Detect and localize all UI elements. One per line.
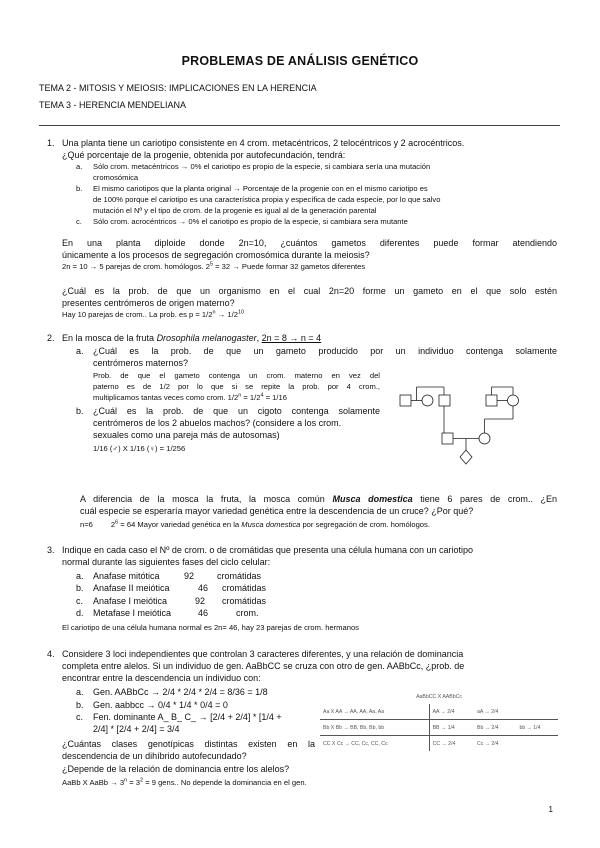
- problem-2-question: En la mosca de la fruta Drosophila melanogaster, 2n = 8 → n = 4: [62, 333, 322, 343]
- item-label: b.: [76, 184, 83, 193]
- pedigree-circle: [422, 395, 433, 406]
- problem-2a-answer-3: multiplicamos tantas veces como crom. $1/2^n = 1/2^4 = 1/16$: [93, 392, 287, 402]
- problem-1-question-3b: únicamente a los procesos de segregación cromosómica durante la meiosis?: [62, 250, 370, 260]
- table-cell: Cc → 2/4: [477, 740, 499, 747]
- problem-4b-answer: Gen. aabbcc → 0/4 * 1/4 * 0/4 = 0: [93, 700, 228, 710]
- phase-name: Metafase I meiótica: [93, 608, 172, 618]
- problem-3-number: 3.: [47, 545, 55, 555]
- item-label: b.: [76, 406, 84, 416]
- tema-3-heading: TEMA 3 - HERENCIA MENDELIANA: [39, 100, 187, 110]
- table-cell: CC → 2/4: [432, 740, 456, 747]
- item-label: c.: [76, 712, 84, 722]
- item-label: a.: [76, 687, 84, 697]
- problem-2b-question-2: centrómeros de los 2 abuelos machos? (considere a los crom.: [93, 418, 342, 428]
- item-label: d.: [76, 608, 84, 618]
- problem-1b-answer-2: de 100% porque el cariotipo es una característica propia y específica de cada especie, por lo que salvo: [93, 195, 441, 204]
- pedigree-square: [442, 433, 453, 444]
- phase-count: 46: [198, 583, 209, 593]
- problem-3-question: Indique en cada caso el Nº de crom. o de cromátidas que presenta una célula humana con un cariotipo: [62, 545, 474, 555]
- problem-2a-answer-2: paterno es de 1/2 por lo que si se repite la prob. por 4 crom.,: [93, 382, 380, 391]
- problem-4c-answer-2: 2/4] * [2/4 + 2/4] = 3/4: [93, 724, 180, 734]
- table-cell: Bb → 2/4: [474, 720, 516, 736]
- pedigree-diamond: [460, 450, 472, 464]
- problem-4-number: 4.: [47, 649, 55, 659]
- phase-unit: cromátidas: [217, 571, 262, 581]
- table-row: [320, 720, 558, 736]
- problem-2c-question-2: cuál especie se esperaría mayor variedad genética entre la descendencia de un cruce? ¿Por qué?: [80, 506, 474, 516]
- table-cell: [516, 704, 558, 720]
- page-title: PROBLEMAS DE ANÁLISIS GENÉTICO: [181, 54, 419, 68]
- table-cell: bb → 1/4: [516, 720, 558, 736]
- table-cell: Bb X Bb → BB, Bb, Bb, bb: [320, 720, 429, 736]
- problem-4-question-5: ¿Depende de la relación de dominancia entre los alelos?: [62, 764, 290, 774]
- problem-1-question-4: ¿Cuál es la prob. de que un organismo en el cual 2n=20 forme un gameto en el que solo estén: [62, 286, 557, 296]
- page-number: 1: [548, 805, 553, 814]
- problem-2a-question-2: centrómeros maternos?: [93, 358, 189, 368]
- problem-2-number: 2.: [47, 333, 55, 343]
- problem-1-number: 1.: [47, 138, 55, 148]
- problem-3-question-2: normal durante las siguientes fases del ciclo celular:: [62, 557, 271, 567]
- phase-unit: cromátidas: [222, 583, 267, 593]
- item-label: a.: [76, 162, 83, 171]
- problem-4a-answer: Gen. AABbCc → 2/4 * 2/4 * 2/4 = 8/36 = 1/8: [93, 687, 268, 697]
- problem-1b-answer: El mismo cariotipos que la planta original → Porcentaje de la progenie con en el mismo cariotipo es: [93, 184, 428, 193]
- pedigree-circle: [479, 433, 490, 444]
- problem-4-question-2: completa entre alelos. Si un individuo de gen. AaBbCC se cruza con otro de gen. AABbCc, ¿prob. de: [62, 661, 465, 671]
- problem-2c-answer: n=6 $2^6 = 64$ Mayor variedad genética en la Musca domestica por segregación de crom. homólogos.: [80, 519, 430, 529]
- table-cell: Aa X AA → AA, AA, Aa, Aa: [320, 704, 429, 720]
- table-cell: BB → 1/4: [429, 720, 474, 736]
- header-divider: [39, 125, 560, 126]
- phase-unit: cromátidas: [222, 596, 267, 606]
- problem-1c-answer: Sólo crom. acrocéntricos → 0% el cariotipo es propio de la especie, si cambiara sera mutante: [93, 217, 408, 226]
- problem-4c-answer: Fen. dominante A_ B_ C_ → [2/4 + 2/4] * [1/4 +: [93, 712, 282, 722]
- problem-2b-question-3: sexuales como una pareja más de autosomas): [93, 430, 280, 440]
- problem-2c-question: A diferencia de la mosca la fruta, la mosca común Musca domestica tiene 6 pares de crom.. ¿En: [80, 494, 557, 504]
- phase-name: Anafase mitótica: [93, 571, 160, 581]
- phase-name: Anafase I meiótica: [93, 596, 168, 606]
- item-label: c.: [76, 217, 82, 226]
- pedigree-square: [400, 395, 411, 406]
- table-cell: [516, 736, 558, 752]
- problem-4-question-4b: descendencia de un dihíbrido autofecundado?: [62, 751, 247, 761]
- table-cell: CC X Cc → CC, Cc, CC, Cc: [320, 736, 429, 752]
- problem-2a-answer: Prob. de que el gameto contenga un crom. materno en vez del: [93, 371, 380, 380]
- problem-2b-answer: 1/16 (♂) X 1/16 (♀) = 1/256: [93, 444, 186, 453]
- phase-count: 46: [198, 608, 209, 618]
- problem-1-question: Una planta tiene un cariotipo consistente en 4 crom. metacéntricos, 2 telocéntricos y 2 acrocéntricos.: [62, 138, 465, 148]
- problem-4-question: Considere 3 loci independientes que controlan 3 caracteres diferentes, y una relación de dominancia: [62, 649, 464, 659]
- tema-2-heading: TEMA 2 - MITOSIS Y MEIOSIS: IMPLICACIONES EN LA HERENCIA: [39, 83, 317, 93]
- genotype-table: [320, 689, 558, 751]
- problem-1a-answer-2: cromosómica: [93, 173, 139, 182]
- problem-2a-question: ¿Cuál es la prob. de que un gameto producido por un individuo contenga solamente: [93, 346, 557, 356]
- item-label: b.: [76, 583, 84, 593]
- pedigree-diagram: [397, 383, 547, 469]
- problem-1a-answer: Sólo crom. metacéntricos → 0% el cariotipo es propio de la especie, si cambiara sería una mutación: [93, 162, 431, 171]
- table-row: [320, 704, 558, 720]
- item-label: a.: [76, 571, 84, 581]
- item-label: b.: [76, 700, 84, 710]
- pedigree-square: [486, 395, 497, 406]
- table-cell: AA → 2/4: [429, 704, 474, 720]
- problem-2b-question: ¿Cuál es la prob. de que un cigoto contenga solamente: [93, 406, 380, 416]
- problem-1-answer-3: 2n = 10 → 5 parejas de crom. homólogos. $2^5 = 32$ → Puede formar 32 gametos diferentes: [62, 261, 366, 271]
- phase-unit: crom.: [236, 608, 259, 618]
- pedigree-circle: [508, 395, 519, 406]
- problem-1-question-3: En una planta diploide donde 2n=10, ¿cuántos gametos diferentes puede formar atendiendo: [62, 238, 557, 248]
- table-caption: AaBbCC X AABbCc: [416, 693, 462, 700]
- pedigree-square: [439, 395, 450, 406]
- phase-count: 92: [195, 596, 206, 606]
- phase-name: Anafase II meiótica: [93, 583, 170, 593]
- problem-1-question-2: ¿Qué porcentaje de la progenie, obtenida por autofecundación, tendrá:: [62, 150, 346, 160]
- problem-1b-answer-3: mutación el Nº y el tipo de crom. de la progenie es igual al de la generación parental: [93, 206, 377, 215]
- phase-count: 92: [184, 571, 195, 581]
- table-row: [320, 736, 558, 752]
- item-label: a.: [76, 346, 84, 356]
- problem-3-answer: El cariotipo de una célula humana normal es 2n= 46, hay 23 parejas de crom. hermanos: [62, 623, 359, 632]
- problem-4-question-4: ¿Cuántas clases genotípicas distintas existen en la: [62, 739, 315, 749]
- item-label: c.: [76, 596, 84, 606]
- problem-4-question-3: encontrar entre la descendencia un individuo con:: [62, 673, 261, 683]
- problem-4-answer: AaBb X AaBb → $3^n = 3^2 = 9$ gens.. No depende la dominancia en el gen.: [62, 777, 307, 787]
- problem-1-question-4b: presentes centrómeros de origen materno?: [62, 298, 235, 308]
- table-cell: aA → 2/4: [474, 704, 516, 720]
- problem-1-answer-4: Hay 10 parejas de crom.. La prob. es $p = 1/2^n \to 1/2^{10}$: [62, 309, 245, 319]
